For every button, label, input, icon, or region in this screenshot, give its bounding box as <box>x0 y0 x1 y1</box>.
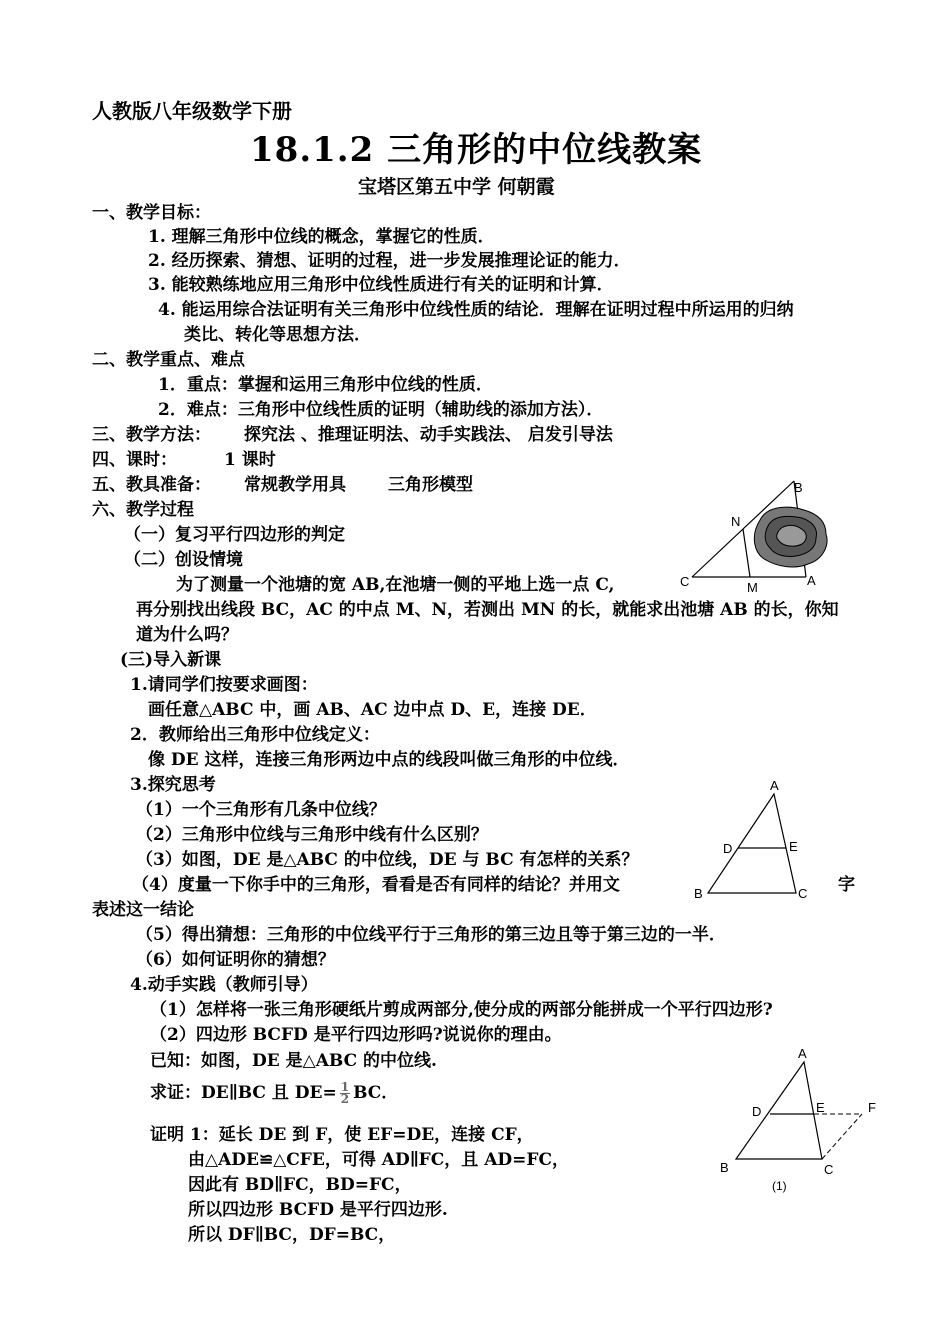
label-a: A <box>807 573 816 588</box>
subject-line: 人教版八年级数学下册 <box>92 99 292 123</box>
label-a: A <box>770 778 779 793</box>
objective-item: 类比、转化等思想方法． <box>184 325 371 345</box>
scenario-heading: （二）创设情境 <box>124 550 243 570</box>
objective-item: 4. 能运用综合法证明有关三角形中位线性质的结论．理解在证明过程中所运用的归纳 <box>158 300 794 320</box>
step-line: 4.动手实践（教师引导） <box>130 975 318 995</box>
tools-value: 常规教学用具 <box>244 475 346 495</box>
triangle-abc <box>736 1062 822 1159</box>
label-e: E <box>789 839 798 854</box>
label-f: F <box>868 1100 876 1115</box>
proof-line: 由△ADE≌△CFE，可得 AD∥FC，且 AD=FC， <box>188 1150 569 1170</box>
methods-label: 三、教学方法： <box>92 425 211 445</box>
methods-value: 探究法 、推理证明法、动手实践法、 启发引导法 <box>244 425 613 445</box>
given-line: 已知：如图，DE 是△ABC 的中位线. <box>150 1051 437 1071</box>
question-line: （6）如何证明你的猜想？ <box>136 950 335 970</box>
scenario-text: 为了测量一个池塘的宽 AB,在池塘一侧的平地上选一点 C, <box>176 575 615 595</box>
question-line: （3）如图，DE 是△ABC 的中位线，DE 与 BC 有怎样的关系？ <box>136 850 639 870</box>
keypoints-heading: 二、教学重点、难点 <box>92 350 245 370</box>
prove-line <box>150 1082 398 1105</box>
label-c: C <box>680 574 690 589</box>
keypoint-item: 1．重点：掌握和运用三角形中位线的性质． <box>158 375 493 395</box>
proof-line: 证明 1：延长 DE 到 F，使 EF=DE，连接 CF， <box>150 1125 534 1145</box>
tools-value: 三角形模型 <box>388 475 473 495</box>
proof-line: 所以四边形 BCFD 是平行四边形. <box>188 1200 448 1220</box>
author-line: 宝塔区第五中学 何朝霞 <box>358 176 555 198</box>
step-line: 1.请同学们按要求画图： <box>130 675 318 695</box>
pond-contour <box>777 525 807 546</box>
step-line: 2．教师给出三角形中位线定义： <box>130 725 380 745</box>
label-b: B <box>720 1160 729 1175</box>
objective-item: 3. 能较熟练地应用三角形中位线性质进行有关的证明和计算． <box>148 275 614 295</box>
step-line: 画任意△ABC 中，画 AB、AC 边中点 D、E，连接 DE． <box>148 700 597 720</box>
hours-value: 1 课时 <box>224 450 276 470</box>
label-e: E <box>816 1100 825 1115</box>
practice-line: （2）四边形 BCFD 是平行四边形吗?说说你的理由。 <box>150 1025 562 1045</box>
process-heading: 六、教学过程 <box>92 500 194 520</box>
question-line: （1）一个三角形有几条中位线？ <box>136 800 386 820</box>
scenario-text: 再分别找出线段 BC，AC 的中点 M、N，若测出 MN 的长，就能求出池塘 AB 的长，你知 <box>136 600 839 620</box>
question-line: （4）度量一下你手中的三角形，看看是否有同样的结论？并用文 <box>132 875 620 895</box>
label-b: B <box>794 480 803 495</box>
figure-caption: (1) <box>772 1179 787 1193</box>
definition-line: 像 DE 这样，连接三角形两边中点的线段叫做三角形的中位线． <box>148 750 630 770</box>
question-line: 表述这一结论 <box>92 900 194 920</box>
objective-item: 1. 理解三角形中位线的概念，掌握它的性质． <box>148 227 495 247</box>
label-a: A <box>798 1046 807 1061</box>
segment-cf <box>822 1114 862 1159</box>
segment-nm <box>743 529 750 577</box>
prove-text: BC． <box>353 1083 399 1103</box>
proof-line: 因此有 BD∥FC，BD=FC， <box>188 1175 412 1195</box>
newlesson-heading: (三)导入新课 <box>120 650 222 670</box>
page-title: 18.1.2 三角形的中位线教案 <box>250 130 703 170</box>
scenario-text: 道为什么吗？ <box>136 625 238 645</box>
label-n: N <box>731 514 741 529</box>
proof-line: 所以 DF∥BC，DF=BC， <box>188 1225 396 1245</box>
step-line: 3.探究思考 <box>130 775 216 795</box>
objectives-heading: 一、教学目标： <box>92 203 211 223</box>
fraction-denominator: 2 <box>340 1092 350 1106</box>
label-b: B <box>694 886 703 901</box>
question-line: （5）得出猜想：三角形的中位线平行于三角形的第三边且等于第三边的一半． <box>136 925 726 945</box>
practice-line: （1）怎样将一张三角形硬纸片剪成两部分,使分成的两部分能拼成一个平行四边形? <box>150 1000 773 1020</box>
question-line: （2）三角形中位线与三角形中线有什么区别？ <box>136 825 488 845</box>
pond-figure <box>676 476 846 598</box>
prove-text: 求证：DE∥BC 且 DE= <box>150 1083 337 1103</box>
parallelogram-figure <box>712 1044 892 1198</box>
label-d: D <box>723 841 733 856</box>
objective-item: 2. 经历探索、猜想、证明的过程，进一步发展推理论证的能力． <box>148 251 631 271</box>
hours-label: 四、课时： <box>92 450 177 470</box>
question-line: 字 <box>838 875 855 895</box>
midline-figure <box>690 776 820 902</box>
review-line: （一）复习平行四边形的判定 <box>124 525 345 545</box>
label-m: M <box>747 580 758 595</box>
label-d: D <box>752 1104 762 1119</box>
triangle-abc <box>708 794 796 893</box>
fraction <box>340 1082 350 1105</box>
label-c: C <box>824 1162 834 1177</box>
fraction-numerator: 1 <box>340 1080 350 1094</box>
keypoint-item: 2．难点：三角形中位线性质的证明（辅助线的添加方法）． <box>158 400 604 420</box>
tools-label: 五、教具准备： <box>92 475 211 495</box>
label-c: C <box>798 886 808 901</box>
